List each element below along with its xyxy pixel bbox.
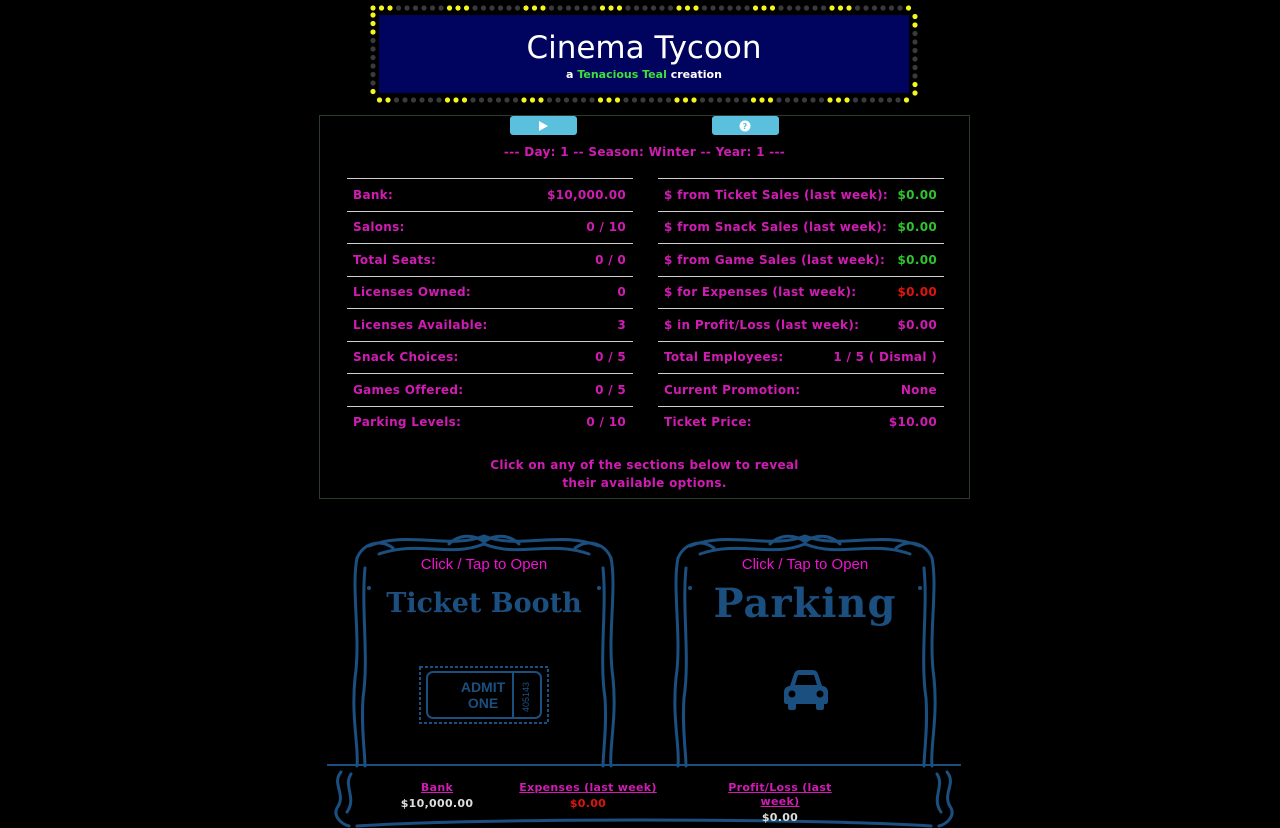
- marquee-bulb: [370, 80, 375, 85]
- marquee-bulb: [606, 97, 611, 102]
- marquee-bulb: [387, 5, 392, 10]
- stat-row-snack-sales: [658, 211, 944, 244]
- stat-label: Licenses Owned:: [353, 285, 472, 300]
- marquee-bulb: [370, 55, 375, 60]
- stat-label: Snack Choices:: [353, 350, 459, 365]
- marquee-bulb: [659, 5, 664, 10]
- marquee-bulb: [742, 97, 747, 102]
- marquee-bulb: [912, 82, 917, 87]
- marquee-bulb: [549, 5, 554, 10]
- stat-label: $ from Ticket Sales (last week):: [664, 187, 889, 202]
- marquee-bulb: [912, 39, 917, 44]
- marquee-bulb: [513, 97, 518, 102]
- marquee-bulb: [702, 5, 707, 10]
- game-title: Cinema Tycoon: [526, 30, 762, 66]
- marquee-bulb: [370, 72, 375, 77]
- marquee-bulb: [455, 5, 460, 10]
- marquee-bulb: [377, 97, 382, 102]
- marquee-bulb: [470, 97, 475, 102]
- marquee-bulb: [600, 5, 605, 10]
- marquee-bulb: [872, 5, 877, 10]
- marquee-bulb: [404, 5, 409, 10]
- marquee-bulb: [904, 97, 909, 102]
- marquee-bulb: [812, 5, 817, 10]
- marquee-bulb: [370, 38, 375, 43]
- stats-left-column: [347, 178, 633, 438]
- marquee-bulb: [521, 97, 526, 102]
- marquee-bulb: [581, 97, 586, 102]
- marquee-bulb: [821, 5, 826, 10]
- marquee-bulb: [591, 5, 596, 10]
- stat-row-games-offered: [347, 373, 633, 406]
- stat-value: 0 / 5: [595, 350, 626, 365]
- stat-label: Ticket Price:: [664, 415, 752, 430]
- marquee-bulb: [744, 5, 749, 10]
- ticket-booth-card[interactable]: [349, 528, 619, 768]
- marquee-bulb: [768, 97, 773, 102]
- marquee-bulb: [421, 5, 426, 10]
- marquee-bulb: [532, 5, 537, 10]
- stat-value: 0: [617, 285, 626, 300]
- stat-row-licenses-owned: [347, 276, 633, 309]
- marquee-header: [368, 3, 920, 105]
- stat-value: 3: [617, 317, 626, 332]
- marquee-bulb: [540, 5, 545, 10]
- marquee-bulb: [802, 97, 807, 102]
- marquee-bulb: [674, 97, 679, 102]
- marquee-bulb: [878, 97, 883, 102]
- marquee-bulb: [727, 5, 732, 10]
- marquee-bulb: [912, 65, 917, 70]
- marquee-bulb: [759, 97, 764, 102]
- marquee-bulb: [870, 97, 875, 102]
- marquee-bulb: [912, 31, 917, 36]
- marquee-bulb: [838, 5, 843, 10]
- marquee-bulb: [515, 5, 520, 10]
- footer-profit-loss-link[interactable]: Profit/Loss (last week): [728, 781, 832, 808]
- stat-value: 0 / 5: [595, 382, 626, 397]
- marquee-bulb: [651, 5, 656, 10]
- marquee-bulb: [419, 97, 424, 102]
- admit-one-ticket-icon: [419, 666, 549, 726]
- marquee-bulb: [402, 97, 407, 102]
- marquee-bulb: [623, 97, 628, 102]
- marquee-bulb: [912, 22, 917, 27]
- marquee-bulb: [430, 5, 435, 10]
- marquee-bulb: [487, 97, 492, 102]
- marquee-bulb: [685, 5, 690, 10]
- marquee-bulb: [370, 5, 375, 10]
- marquee-bulb: [642, 5, 647, 10]
- svg-text:?: ?: [742, 122, 748, 131]
- marquee-bulb: [912, 90, 917, 95]
- marquee-bulb: [447, 5, 452, 10]
- marquee-bulb: [912, 48, 917, 53]
- instructions-hint: [320, 456, 969, 492]
- stat-value: $10,000.00: [547, 187, 626, 202]
- marquee-bulb: [640, 97, 645, 102]
- stat-value: 0 / 10: [586, 220, 626, 235]
- marquee-bulb: [691, 97, 696, 102]
- marquee-bulb: [370, 89, 375, 94]
- marquee-bulb: [370, 63, 375, 68]
- marquee-bulb: [897, 5, 902, 10]
- stat-row-snack-choices: [347, 341, 633, 374]
- hint-line-1: Click on any of the sections below to reveal: [490, 458, 799, 472]
- question-circle-icon: [739, 120, 751, 132]
- marquee-bulb: [370, 46, 375, 51]
- stat-label: Salons:: [353, 220, 405, 235]
- marquee-bulb: [761, 5, 766, 10]
- marquee-bulb: [912, 14, 917, 19]
- stat-row-game-sales: [658, 243, 944, 276]
- marquee-bulb: [906, 5, 911, 10]
- marquee-bulb: [855, 5, 860, 10]
- card-title: Ticket Booth: [386, 588, 582, 619]
- marquee-bulb: [564, 97, 569, 102]
- marquee-sign: [379, 15, 909, 93]
- stat-value: $0.00: [897, 285, 937, 300]
- stat-label: Games Offered:: [353, 382, 464, 397]
- marquee-bulb: [804, 5, 809, 10]
- marquee-bulb: [778, 5, 783, 10]
- stat-row-current-promotion: [658, 373, 944, 406]
- marquee-bulb: [379, 5, 384, 10]
- marquee-bulb: [836, 97, 841, 102]
- marquee-bulb: [912, 56, 917, 61]
- marquee-bulb: [700, 97, 705, 102]
- marquee-bulb: [734, 97, 739, 102]
- marquee-bulb: [829, 5, 834, 10]
- open-label: Click / Tap to Open: [420, 556, 548, 573]
- footer-summary-bar: [327, 764, 961, 828]
- subtitle-brand: Tenacious Teal: [577, 68, 667, 81]
- marquee-bulb: [436, 97, 441, 102]
- marquee-bulb: [666, 97, 671, 102]
- card-title: Parking: [713, 580, 897, 627]
- marquee-bulb: [438, 5, 443, 10]
- play-button[interactable]: [510, 116, 577, 135]
- marquee-bulb: [719, 5, 724, 10]
- marquee-bulb: [504, 97, 509, 102]
- marquee-bulb: [787, 5, 792, 10]
- marquee-bulb: [464, 5, 469, 10]
- marquee-bulb: [710, 5, 715, 10]
- stat-value: $0.00: [897, 220, 937, 235]
- marquee-bulb: [472, 5, 477, 10]
- marquee-bulb: [853, 97, 858, 102]
- marquee-bulb: [776, 97, 781, 102]
- marquee-bulb: [445, 97, 450, 102]
- marquee-bulb: [753, 5, 758, 10]
- stat-row-licenses-available: [347, 308, 633, 341]
- marquee-bulb: [481, 5, 486, 10]
- open-label: Click / Tap to Open: [741, 556, 869, 573]
- marquee-bulb: [453, 97, 458, 102]
- marquee-bulb: [844, 97, 849, 102]
- date-line: --- Day: 1 -- Season: Winter -- Year: 1 ---: [503, 145, 786, 159]
- marquee-bulb: [887, 97, 892, 102]
- marquee-bulb: [574, 5, 579, 10]
- marquee-bulb: [547, 97, 552, 102]
- stat-row-salons: [347, 211, 633, 244]
- footer-bank-value: $10,000.00: [400, 797, 474, 810]
- footer-profit-loss-value: $0.00: [761, 811, 799, 824]
- marquee-bulb: [496, 97, 501, 102]
- footer-bank: [387, 781, 487, 813]
- stat-label: $ in Profit/Loss (last week):: [664, 317, 860, 332]
- stat-row-total-seats: [347, 243, 633, 276]
- subtitle-suffix: creation: [670, 68, 722, 81]
- marquee-bulb: [793, 97, 798, 102]
- marquee-bulb: [625, 5, 630, 10]
- footer-bank-link[interactable]: Bank: [420, 781, 454, 794]
- car-icon: [782, 668, 830, 710]
- marquee-bulb: [819, 97, 824, 102]
- play-icon: [537, 120, 549, 132]
- marquee-bulb: [634, 5, 639, 10]
- marquee-bulb: [657, 97, 662, 102]
- stats-right-column: [658, 178, 944, 438]
- parking-card[interactable]: [670, 528, 940, 768]
- marquee-bulb: [846, 5, 851, 10]
- stat-label: Bank:: [353, 187, 394, 202]
- marquee-bulb: [649, 97, 654, 102]
- marquee-bulb: [583, 5, 588, 10]
- stat-value: 0 / 0: [595, 252, 626, 267]
- marquee-bulb: [396, 5, 401, 10]
- marquee-bulb: [462, 97, 467, 102]
- stat-row-bank: [347, 178, 633, 211]
- stat-label: Licenses Available:: [353, 317, 488, 332]
- marquee-bulb: [489, 5, 494, 10]
- ticket-line-2: ONE: [467, 695, 499, 711]
- marquee-bulb: [676, 5, 681, 10]
- stat-label: $ from Game Sales (last week):: [664, 252, 886, 267]
- stat-value: None: [900, 382, 937, 397]
- stat-label: Total Seats:: [353, 252, 437, 267]
- marquee-bulb: [617, 5, 622, 10]
- stat-value: $0.00: [897, 252, 937, 267]
- marquee-bulb: [370, 12, 375, 17]
- marquee-bulb: [751, 97, 756, 102]
- stat-row-ticket-sales: [658, 178, 944, 211]
- marquee-bulb: [785, 97, 790, 102]
- marquee-bulb: [479, 97, 484, 102]
- marquee-bulb: [810, 97, 815, 102]
- stat-label: Parking Levels:: [353, 415, 462, 430]
- marquee-bulb: [411, 97, 416, 102]
- marquee-bulb: [717, 97, 722, 102]
- marquee-bulb: [863, 5, 868, 10]
- stat-row-profit-loss: [658, 308, 944, 341]
- marquee-bulb: [506, 5, 511, 10]
- marquee-bulb: [394, 97, 399, 102]
- marquee-bulb: [538, 97, 543, 102]
- subtitle-prefix: a: [566, 68, 574, 81]
- footer-profit-loss: [708, 781, 852, 827]
- stat-value: $0.00: [897, 317, 937, 332]
- marquee-bulb: [589, 97, 594, 102]
- stat-row-parking-levels: [347, 406, 633, 439]
- hint-line-2: their available options.: [562, 476, 727, 490]
- marquee-bulb: [861, 97, 866, 102]
- ticket-line-1: ADMIT: [460, 679, 506, 695]
- marquee-bulb: [428, 97, 433, 102]
- marquee-bulb: [566, 5, 571, 10]
- marquee-bulb: [523, 5, 528, 10]
- marquee-bulb: [795, 5, 800, 10]
- marquee-bulb: [693, 5, 698, 10]
- stat-row-expenses: [658, 276, 944, 309]
- stat-row-total-employees: [658, 341, 944, 374]
- stat-label: Current Promotion:: [664, 382, 801, 397]
- help-button[interactable]: [712, 116, 779, 135]
- stat-value: $10.00: [888, 415, 937, 430]
- footer-expenses-link[interactable]: Expenses (last week): [519, 781, 657, 794]
- marquee-bulb: [889, 5, 894, 10]
- marquee-bulb: [615, 97, 620, 102]
- marquee-bulb: [736, 5, 741, 10]
- stat-label: $ for Expenses (last week):: [664, 285, 857, 300]
- marquee-bulb: [608, 5, 613, 10]
- ticket-serial: 405143: [521, 681, 531, 712]
- marquee-bulb: [498, 5, 503, 10]
- marquee-bulb: [557, 5, 562, 10]
- marquee-bulb: [683, 97, 688, 102]
- stat-value: $0.00: [897, 187, 937, 202]
- marquee-bulb: [770, 5, 775, 10]
- marquee-bulb: [880, 5, 885, 10]
- marquee-bulb: [370, 29, 375, 34]
- marquee-bulb: [827, 97, 832, 102]
- marquee-bulb: [895, 97, 900, 102]
- marquee-bulb: [708, 97, 713, 102]
- stat-value: 0 / 10: [586, 415, 626, 430]
- footer-expenses-value: $0.00: [569, 797, 607, 810]
- marquee-bulb: [725, 97, 730, 102]
- stat-value: 1 / 5 ( Dismal ): [833, 350, 937, 365]
- stat-row-ticket-price: [658, 406, 944, 439]
- marquee-bulb: [555, 97, 560, 102]
- stats-panel: [319, 115, 970, 499]
- marquee-bulb: [413, 5, 418, 10]
- game-subtitle: [379, 68, 909, 81]
- marquee-bulb: [668, 5, 673, 10]
- marquee-bulb: [598, 97, 603, 102]
- marquee-bulb: [572, 97, 577, 102]
- stat-label: Total Employees:: [664, 350, 784, 365]
- marquee-bulb: [370, 21, 375, 26]
- stat-label: $ from Snack Sales (last week):: [664, 220, 888, 235]
- footer-expenses: [518, 781, 658, 813]
- marquee-bulb: [632, 97, 637, 102]
- marquee-bulb: [912, 73, 917, 78]
- marquee-bulb: [530, 97, 535, 102]
- marquee-bulb: [385, 97, 390, 102]
